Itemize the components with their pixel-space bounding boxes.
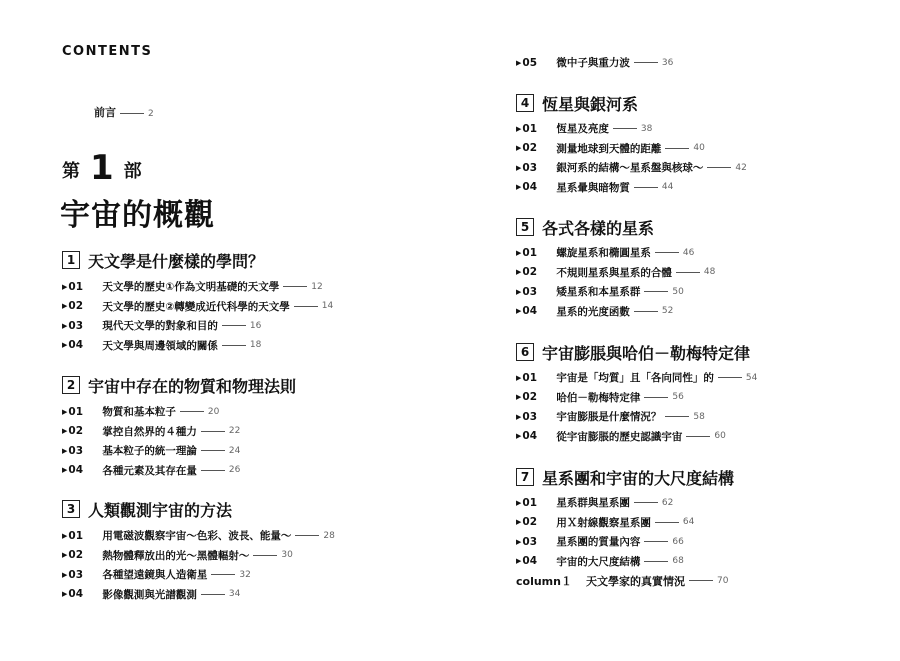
page-number: 16 bbox=[249, 320, 262, 331]
page-number: 56 bbox=[672, 392, 684, 403]
toc-item[interactable] bbox=[62, 585, 335, 605]
item-code: 01 bbox=[68, 280, 84, 293]
leader-line bbox=[222, 345, 246, 346]
triangle-bullet-icon: ▶ bbox=[516, 518, 522, 527]
leader-line bbox=[686, 436, 710, 437]
triangle-bullet-icon: ▶ bbox=[516, 144, 522, 153]
leader-line bbox=[644, 291, 668, 292]
triangle-bullet-icon: ▶ bbox=[516, 373, 522, 382]
toc-item[interactable] bbox=[516, 178, 747, 198]
item-code: 03 bbox=[522, 161, 538, 174]
item-code: 02 bbox=[522, 391, 538, 404]
triangle-bullet-icon: ▶ bbox=[516, 432, 522, 441]
page-number: 38 bbox=[640, 123, 653, 134]
item-title: 天文學與周邊領域的關係 bbox=[102, 339, 218, 352]
item-title: 星系團的質量內容 bbox=[556, 536, 641, 549]
section-title: 宇宙膨脹與哈伯－勒梅特定律 bbox=[542, 343, 751, 363]
column-title: 天文學家的真實情況 bbox=[585, 574, 685, 588]
item-title: 天文學的歷史①作為文明基礎的天文學 bbox=[102, 281, 280, 294]
leader-line bbox=[707, 167, 731, 168]
section-heading[interactable] bbox=[62, 498, 335, 520]
item-title: 用電磁波觀察宇宙～色彩、波長、能量～ bbox=[102, 530, 292, 543]
leader-line bbox=[655, 252, 679, 253]
section-7 bbox=[516, 466, 734, 591]
toc-item[interactable] bbox=[516, 119, 747, 139]
section-1 bbox=[62, 249, 333, 355]
item-title: 宇宙的大尺度結構 bbox=[556, 555, 641, 568]
item-title: 哈伯－勒梅特定律 bbox=[556, 391, 641, 404]
section-number-box: 6 bbox=[516, 343, 534, 361]
item-title: 星系群與星系團 bbox=[556, 497, 630, 510]
column-label: column１ bbox=[516, 574, 572, 588]
page-number: 64 bbox=[682, 517, 695, 528]
item-title: 銀河系的結構～星系盤與核球～ bbox=[556, 162, 704, 175]
leader-line bbox=[644, 541, 668, 542]
page-number: 58 bbox=[693, 411, 705, 422]
leader-line bbox=[295, 535, 319, 536]
section-number-box: 2 bbox=[62, 376, 80, 394]
item-code: 01 bbox=[68, 529, 84, 542]
leader-line bbox=[634, 311, 658, 312]
section-heading[interactable] bbox=[516, 466, 734, 488]
section-title: 恆星與銀河系 bbox=[542, 94, 639, 114]
item-title: 矮星系和本星系群 bbox=[556, 286, 641, 299]
item-code: 01 bbox=[522, 246, 538, 259]
leader-line bbox=[283, 286, 307, 287]
toc-item[interactable] bbox=[62, 422, 296, 442]
triangle-bullet-icon: ▶ bbox=[62, 427, 68, 436]
item-code: 04 bbox=[68, 464, 84, 477]
page-number: 46 bbox=[682, 247, 695, 258]
triangle-bullet-icon: ▶ bbox=[516, 393, 522, 402]
toc-item[interactable] bbox=[516, 493, 734, 513]
section-title: 各式各樣的星系 bbox=[542, 218, 655, 238]
section-number-box: 5 bbox=[516, 218, 534, 236]
section-number-box: 4 bbox=[516, 94, 534, 112]
page-number: 14 bbox=[321, 301, 334, 312]
triangle-bullet-icon: ▶ bbox=[516, 307, 522, 316]
item-title: 不規則星系與星系的合體 bbox=[556, 266, 672, 279]
triangle-bullet-icon: ▶ bbox=[516, 412, 522, 421]
toc-item[interactable] bbox=[62, 441, 296, 461]
section-5 bbox=[516, 216, 715, 321]
triangle-bullet-icon: ▶ bbox=[516, 537, 522, 546]
page-number: 42 bbox=[735, 162, 747, 173]
page-number: 18 bbox=[249, 340, 262, 351]
item-title: 用Ｘ射線觀察星系團 bbox=[556, 516, 651, 529]
item-title: 物質和基本粒子 bbox=[102, 406, 176, 419]
item-title: 微中子與重力波 bbox=[556, 57, 630, 70]
page-number: 22 bbox=[228, 426, 241, 437]
item-code: 03 bbox=[522, 285, 538, 298]
triangle-bullet-icon: ▶ bbox=[62, 341, 68, 350]
toc-item[interactable] bbox=[516, 368, 757, 388]
item-title: 螺旋星系和橢圓星系 bbox=[556, 247, 651, 260]
toc-item[interactable] bbox=[62, 546, 335, 566]
page-number: 70 bbox=[716, 575, 729, 586]
item-code: 05 bbox=[522, 56, 538, 69]
toc-item[interactable] bbox=[516, 158, 747, 178]
section-2 bbox=[62, 374, 296, 480]
leader-line bbox=[634, 62, 658, 63]
item-code: 04 bbox=[522, 430, 538, 443]
item-title: 各種元素及其存在量 bbox=[102, 464, 197, 477]
item-title: 現代天文學的對象和目的 bbox=[102, 320, 218, 333]
leader-line bbox=[655, 522, 679, 523]
item-code: 01 bbox=[522, 496, 538, 509]
toc-item[interactable] bbox=[62, 402, 296, 422]
section-title: 宇宙中存在的物質和物理法則 bbox=[88, 376, 297, 396]
item-code: 02 bbox=[522, 266, 538, 279]
section-heading[interactable] bbox=[516, 341, 757, 363]
triangle-bullet-icon: ▶ bbox=[62, 321, 68, 330]
item-code: 03 bbox=[522, 535, 538, 548]
triangle-bullet-icon: ▶ bbox=[516, 124, 522, 133]
leader-line bbox=[689, 580, 713, 581]
leader-line bbox=[665, 416, 689, 417]
item-code: 04 bbox=[522, 305, 538, 318]
section-heading[interactable] bbox=[516, 92, 747, 114]
part-number: 1 bbox=[90, 148, 114, 188]
item-code: 03 bbox=[68, 568, 84, 581]
section-heading[interactable] bbox=[62, 249, 333, 271]
toc-item[interactable] bbox=[516, 302, 715, 322]
item-title: 各種望遠鏡與人造衛星 bbox=[102, 569, 208, 582]
page-number: 50 bbox=[672, 286, 684, 297]
leader-line bbox=[180, 411, 204, 412]
triangle-bullet-icon: ▶ bbox=[62, 551, 68, 560]
toc-item[interactable] bbox=[62, 461, 296, 481]
leader-line bbox=[211, 574, 235, 575]
triangle-bullet-icon: ▶ bbox=[62, 570, 68, 579]
page-number: 32 bbox=[239, 569, 251, 580]
item-code: 04 bbox=[68, 339, 84, 352]
page-number: 34 bbox=[228, 589, 241, 600]
triangle-bullet-icon: ▶ bbox=[62, 590, 68, 599]
item-code: 01 bbox=[522, 371, 538, 384]
page-number: 44 bbox=[661, 182, 674, 193]
item-code: 01 bbox=[68, 405, 84, 418]
toc-item[interactable] bbox=[62, 336, 333, 356]
contents-heading: CONTENTS bbox=[62, 44, 153, 59]
triangle-bullet-icon: ▶ bbox=[62, 466, 68, 475]
leader-line bbox=[201, 594, 225, 595]
part-prefix: 第 bbox=[62, 161, 80, 182]
toc-item[interactable] bbox=[62, 277, 333, 297]
toc-item[interactable] bbox=[62, 526, 335, 546]
page-number: 48 bbox=[703, 267, 716, 278]
section-title: 星系團和宇宙的大尺度結構 bbox=[542, 468, 735, 488]
part-label bbox=[62, 148, 142, 188]
page-number: 30 bbox=[281, 550, 293, 561]
section-3 bbox=[62, 498, 335, 604]
item-title: 宇宙膨脹是什麼情況？ bbox=[556, 411, 662, 424]
item-code: 02 bbox=[522, 516, 538, 529]
triangle-bullet-icon: ▶ bbox=[516, 268, 522, 277]
item-title: 宇宙是「均質」且「各向同性」的 bbox=[556, 372, 714, 385]
page-number: 28 bbox=[323, 530, 335, 541]
triangle-bullet-icon: ▶ bbox=[516, 183, 522, 192]
section-number-box: 1 bbox=[62, 251, 80, 269]
item-code: 04 bbox=[522, 555, 538, 568]
right-page bbox=[450, 0, 900, 661]
toc-item[interactable] bbox=[516, 263, 715, 283]
page-number: 60 bbox=[714, 431, 726, 442]
page-number: 12 bbox=[311, 281, 323, 292]
item-code: 02 bbox=[68, 425, 84, 438]
leader-line bbox=[222, 325, 246, 326]
item-code: 02 bbox=[522, 142, 538, 155]
leader-line bbox=[665, 148, 689, 149]
leader-line bbox=[120, 113, 144, 114]
triangle-bullet-icon: ▶ bbox=[516, 498, 522, 507]
triangle-bullet-icon: ▶ bbox=[516, 287, 522, 296]
leader-line bbox=[718, 377, 742, 378]
triangle-bullet-icon: ▶ bbox=[62, 531, 68, 540]
leader-line bbox=[644, 397, 668, 398]
toc-item[interactable] bbox=[516, 552, 734, 572]
section-title: 天文學是什麼樣的學問？ bbox=[88, 251, 265, 271]
toc-item[interactable] bbox=[62, 316, 333, 336]
leader-line bbox=[644, 561, 668, 562]
page-number: 62 bbox=[661, 497, 674, 508]
item-title: 熱物體釋放出的光～黑體輻射～ bbox=[102, 549, 250, 562]
item-code: 04 bbox=[522, 181, 538, 194]
leader-line bbox=[613, 128, 637, 129]
preface-title: 前言 bbox=[94, 106, 116, 119]
triangle-bullet-icon: ▶ bbox=[62, 446, 68, 455]
page-number: 40 bbox=[693, 143, 705, 154]
page-number: 54 bbox=[745, 372, 758, 383]
section-heading[interactable] bbox=[62, 374, 296, 396]
triangle-bullet-icon: ▶ bbox=[516, 248, 522, 257]
section-heading[interactable] bbox=[516, 216, 715, 238]
toc-item[interactable] bbox=[516, 243, 715, 263]
section-3-continued bbox=[516, 53, 673, 73]
item-code: 03 bbox=[522, 410, 538, 423]
triangle-bullet-icon: ▶ bbox=[62, 407, 68, 416]
page-number: 68 bbox=[672, 556, 684, 567]
page-number: 66 bbox=[672, 536, 684, 547]
leader-line bbox=[634, 502, 658, 503]
item-code: 03 bbox=[68, 444, 84, 457]
item-code: 02 bbox=[68, 300, 84, 313]
part-title: 宇宙的概觀 bbox=[60, 198, 215, 233]
item-code: 04 bbox=[68, 588, 84, 601]
item-title: 測量地球到天體的距離 bbox=[556, 142, 662, 155]
triangle-bullet-icon: ▶ bbox=[516, 58, 522, 67]
leader-line bbox=[201, 431, 225, 432]
leader-line bbox=[201, 450, 225, 451]
item-code: 02 bbox=[68, 549, 84, 562]
section-6 bbox=[516, 341, 757, 446]
item-title: 恆星及亮度 bbox=[556, 123, 609, 136]
leader-line bbox=[253, 555, 277, 556]
toc-item[interactable] bbox=[516, 427, 757, 447]
toc-item[interactable] bbox=[516, 513, 734, 533]
preface-entry[interactable] bbox=[94, 104, 154, 120]
item-title: 從宇宙膨脹的歷史認識宇宙 bbox=[556, 430, 683, 443]
toc-item[interactable] bbox=[516, 407, 757, 427]
toc-item[interactable] bbox=[516, 139, 747, 159]
item-title: 天文學的歷史②轉變成近代科學的天文學 bbox=[102, 300, 290, 313]
section-4 bbox=[516, 92, 747, 197]
toc-item[interactable] bbox=[62, 297, 333, 317]
toc-item[interactable] bbox=[516, 388, 757, 408]
leader-line bbox=[294, 306, 318, 307]
item-title: 影像觀測與光譜觀測 bbox=[102, 588, 197, 601]
toc-item[interactable] bbox=[516, 282, 715, 302]
page-number: 52 bbox=[661, 306, 674, 317]
triangle-bullet-icon: ▶ bbox=[516, 163, 522, 172]
leader-line bbox=[634, 187, 658, 188]
toc-item[interactable] bbox=[516, 532, 734, 552]
item-title: 星系的光度函數 bbox=[556, 305, 630, 318]
page-number: 36 bbox=[661, 57, 674, 68]
triangle-bullet-icon: ▶ bbox=[516, 557, 522, 566]
page-number: 24 bbox=[228, 445, 241, 456]
triangle-bullet-icon: ▶ bbox=[62, 282, 68, 291]
page-number: 26 bbox=[228, 465, 241, 476]
column-entry[interactable] bbox=[516, 571, 734, 591]
item-title: 掌控自然界的４種力 bbox=[102, 425, 197, 438]
toc-item[interactable] bbox=[62, 565, 335, 585]
toc-item[interactable] bbox=[516, 53, 673, 73]
item-title: 基本粒子的統一理論 bbox=[102, 445, 197, 458]
page-number: 20 bbox=[207, 406, 220, 417]
item-code: 01 bbox=[522, 122, 538, 135]
section-number-box: 7 bbox=[516, 468, 534, 486]
item-code: 03 bbox=[68, 319, 84, 332]
part-suffix: 部 bbox=[123, 161, 142, 182]
page-number: 2 bbox=[148, 109, 154, 119]
item-title: 星系暈與暗物質 bbox=[556, 181, 630, 194]
section-title: 人類觀測宇宙的方法 bbox=[88, 500, 233, 520]
leader-line bbox=[201, 470, 225, 471]
section-number-box: 3 bbox=[62, 500, 80, 518]
leader-line bbox=[676, 272, 700, 273]
triangle-bullet-icon: ▶ bbox=[62, 302, 68, 311]
